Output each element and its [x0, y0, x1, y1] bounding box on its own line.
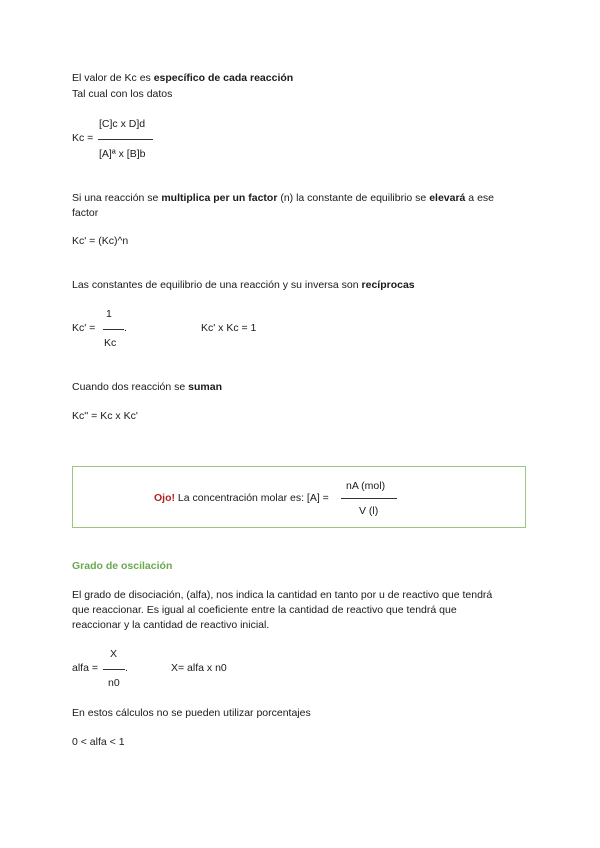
formula5-right: X= alfa x n0 — [171, 662, 227, 674]
paragraph-sum — [72, 381, 222, 393]
formula5-tail: . — [125, 662, 128, 674]
bold-text: suman — [188, 381, 222, 393]
formula1-numerator: [C]c x D]d — [99, 118, 146, 130]
ojo-label: Ojo! — [154, 492, 175, 504]
formula3-fraction-bar — [103, 329, 124, 330]
bold-text: multiplica per un factor — [161, 192, 278, 204]
text: Cuando dos reacción se — [72, 381, 189, 393]
note-denominator: V (l) — [359, 505, 379, 517]
paragraph-dissociation-line2: que reaccionar. Es igual al coeficiente entre la cantidad de reactivo que tendrá que — [72, 604, 457, 616]
bold-text: recíprocas — [361, 279, 415, 291]
paragraph-multiply — [72, 192, 494, 204]
formula3-tail: . — [124, 322, 127, 334]
formula3-denominator: Kc — [104, 337, 117, 349]
paragraph-dissociation-line3: reaccionar y la cantidad de reactivo inicial. — [72, 619, 270, 631]
text: Si una reacción se — [72, 192, 162, 204]
formula1-lhs: Kc = — [72, 132, 94, 144]
bold-text: elevará — [429, 192, 466, 204]
note-numerator: nA (mol) — [346, 480, 386, 492]
text: La concentración molar es: [A] = — [175, 492, 329, 504]
text: El valor de Kc es — [72, 72, 154, 84]
formula3-lhs: Kc' = — [72, 322, 96, 334]
text: (n) la constante de equilibrio se — [277, 192, 430, 204]
formula4: Kc'' = Kc x Kc' — [72, 410, 138, 422]
formula5-fraction-bar — [103, 669, 125, 670]
formula6: 0 < alfa < 1 — [72, 736, 125, 748]
text: Las constantes de equilibrio de una reacción y su inversa son — [72, 279, 362, 291]
bold-text: específico de cada reacción — [153, 72, 294, 84]
paragraph-data: Tal cual con los datos — [72, 88, 173, 100]
paragraph-dissociation-line1: El grado de disociación, (alfa), nos indica la cantidad en tanto por u de reactivo que tendrá — [72, 589, 493, 601]
formula5-numerator: X — [110, 648, 118, 660]
formula3-right: Kc' x Kc = 1 — [201, 322, 257, 334]
paragraph-percentages: En estos cálculos no se pueden utilizar porcentajes — [72, 707, 311, 719]
formula5-lhs: alfa = — [72, 662, 98, 674]
paragraph-reciprocal — [72, 279, 415, 291]
text: a ese — [465, 192, 494, 204]
note-fraction-bar — [341, 498, 397, 499]
paragraph-kc-specific — [72, 72, 293, 84]
note-text — [154, 492, 329, 504]
formula5-denominator: n0 — [108, 677, 120, 689]
formula1-denominator: [A]ª x [B]b — [99, 148, 146, 160]
formula3-numerator: 1 — [106, 308, 112, 320]
paragraph-multiply-cont: factor — [72, 207, 99, 219]
formula1-fraction-bar — [98, 139, 153, 140]
formula2: Kc' = (Kc)^n — [72, 235, 129, 247]
section-heading: Grado de oscilación — [72, 560, 173, 572]
